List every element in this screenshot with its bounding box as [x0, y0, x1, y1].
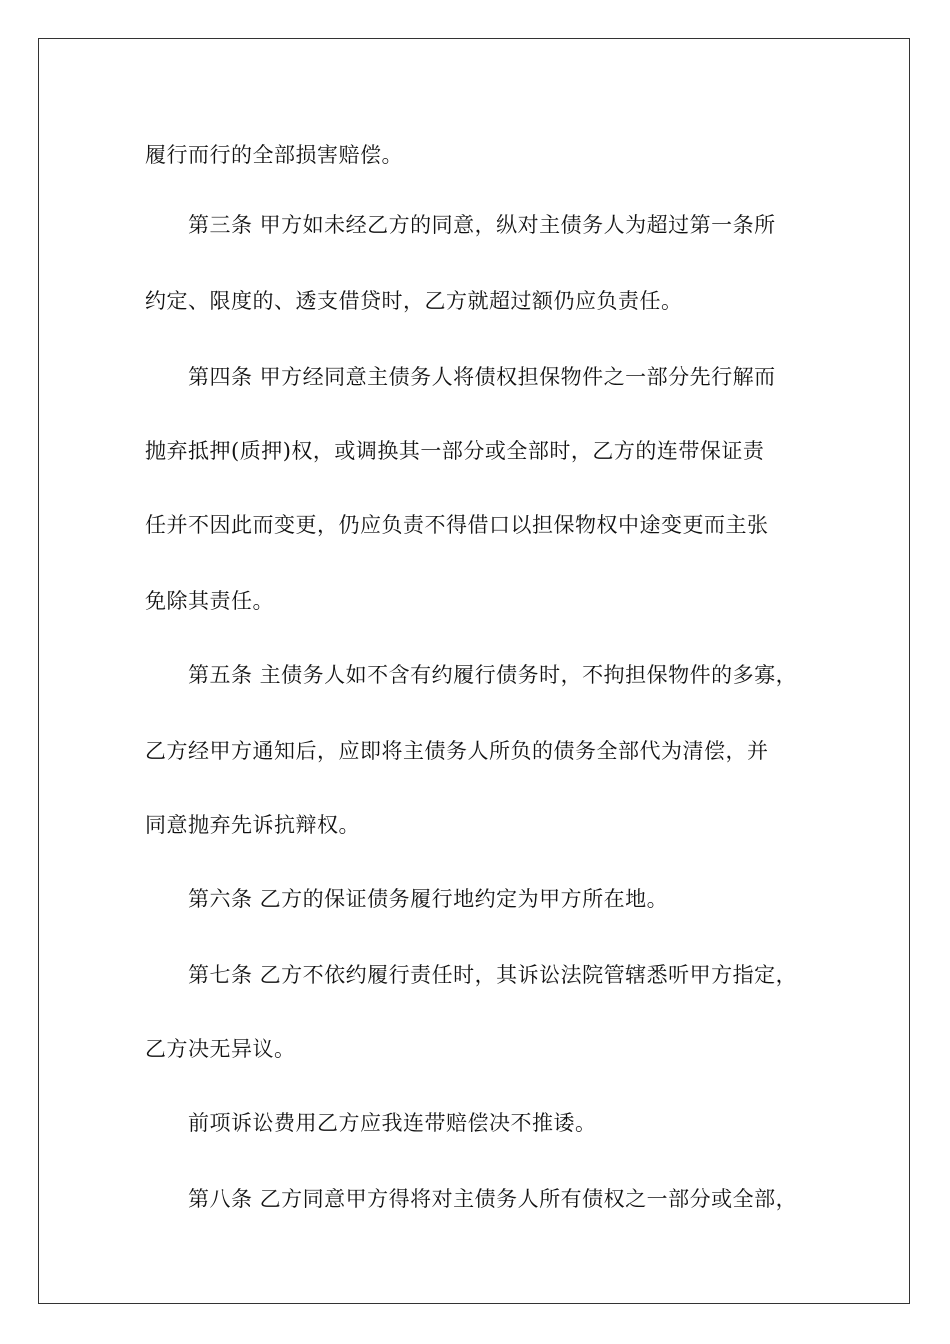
text-line-3: 约定、限度的、透支借贷时，乙方就超过额仍应负责任。: [145, 289, 683, 313]
text-line-11: 第六条 乙方的保证债务履行地约定为甲方所在地。: [188, 887, 669, 911]
text-line-14: 前项诉讼费用乙方应我连带赔偿决不推诿。: [188, 1111, 597, 1135]
text-line-12: 第七条 乙方不依约履行责任时，其诉讼法院管辖悉听甲方指定，: [188, 963, 798, 987]
text-line-5: 抛弃抵押(质押)权，或调换其一部分或全部时，乙方的连带保证责: [145, 439, 765, 463]
text-line-7: 免除其责任。: [145, 589, 274, 613]
text-line-4: 第四条 甲方经同意主债务人将债权担保物件之一部分先行解而: [188, 365, 776, 389]
text-line-10: 同意抛弃先诉抗辩权。: [145, 813, 360, 837]
text-line-9: 乙方经甲方通知后，应即将主债务人所负的债务全部代为清偿，并: [145, 739, 769, 763]
text-line-8: 第五条 主债务人如不含有约履行债务时，不拘担保物件的多寡，: [188, 663, 798, 687]
text-line-13: 乙方决无异议。: [145, 1037, 296, 1061]
text-line-6: 任并不因此而变更，仍应负责不得借口以担保物权中途变更而主张: [145, 513, 769, 537]
text-line-2: 第三条 甲方如未经乙方的同意，纵对主债务人为超过第一条所: [188, 213, 776, 237]
text-line-1: 履行而行的全部损害赔偿。: [145, 143, 403, 167]
text-line-15: 第八条 乙方同意甲方得将对主债务人所有债权之一部分或全部，: [188, 1187, 798, 1211]
